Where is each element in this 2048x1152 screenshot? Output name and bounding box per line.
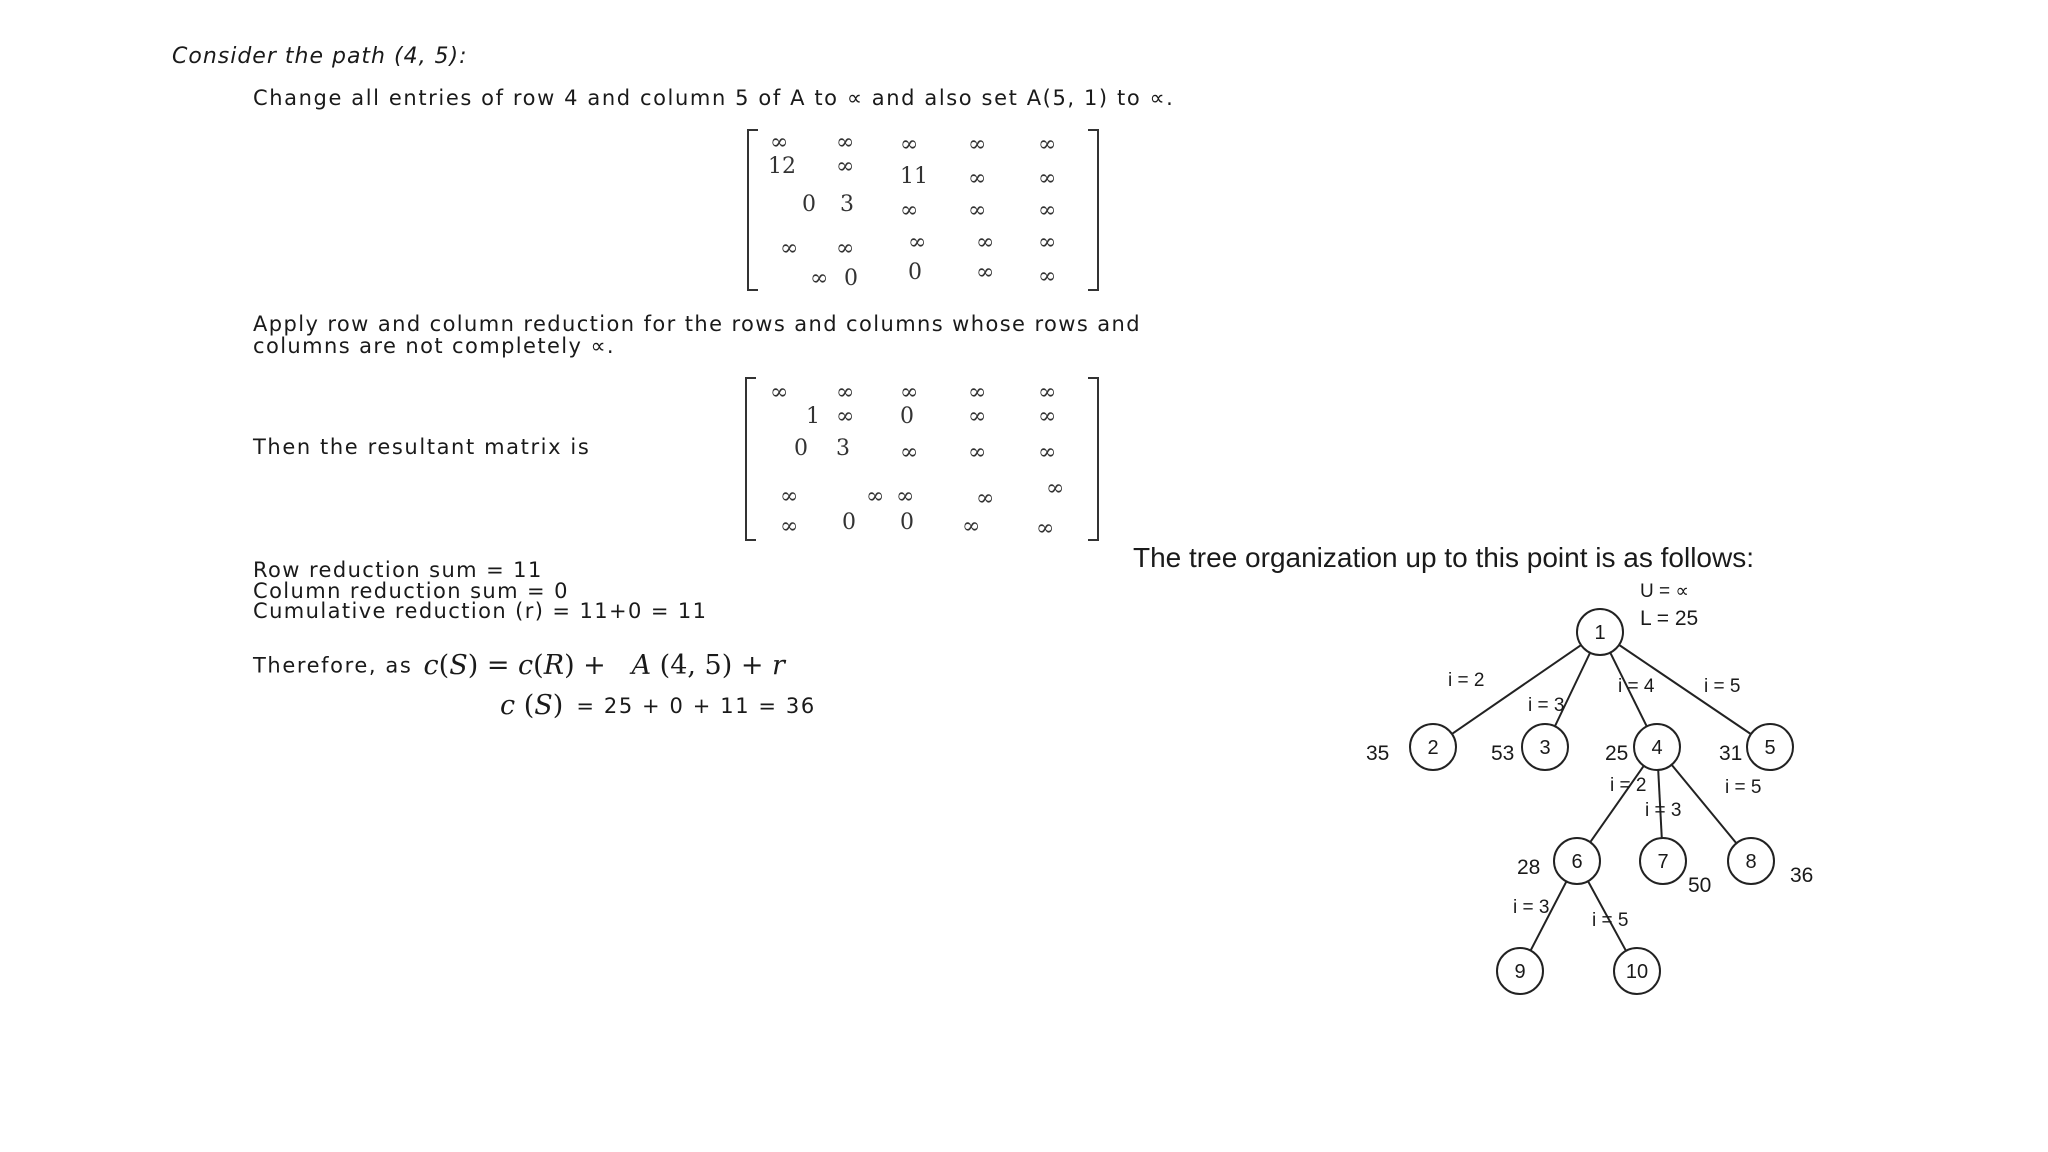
matrix-cell: ∞: [836, 236, 855, 261]
matrix-cell: 1: [806, 404, 820, 429]
matrix-cell: ∞: [1038, 404, 1057, 429]
edge-label: i = 5: [1725, 777, 1762, 798]
matrix-cell: ∞: [968, 198, 987, 223]
tree-node-5: [1747, 724, 1793, 770]
tree-node-4: [1634, 724, 1680, 770]
matrix-cell: ∞: [900, 380, 919, 405]
instruction-text: Change all entries of row 4 and column 5 of A to ∝ and also set A(5, 1) to ∝.: [253, 86, 1175, 110]
matrix-cell: ∞: [1038, 440, 1057, 465]
edge-label: i = 2: [1610, 775, 1647, 796]
tree-node-1: [1577, 609, 1623, 655]
matrix-cell: 0: [802, 192, 816, 217]
reduced-cost-matrix-a: [740, 126, 1110, 294]
section-heading: Consider the path (4, 5):: [172, 44, 468, 69]
tree-node-9: [1497, 948, 1543, 994]
cost-formula: [253, 650, 785, 690]
tree-node-3: [1522, 724, 1568, 770]
resultant-matrix: [740, 374, 1110, 544]
matrix-cell: 12: [768, 154, 796, 179]
tree-canvas: [1300, 580, 1860, 1010]
node-cost: 28: [1517, 856, 1541, 879]
matrix-cell: ∞: [968, 380, 987, 405]
node-label: 2: [1427, 737, 1439, 759]
node-label: 10: [1625, 961, 1649, 983]
matrix-cell: 0: [900, 404, 914, 429]
matrix-cell: ∞: [976, 230, 995, 255]
matrix-cell: ∞: [866, 484, 885, 509]
cumulative-reduction: Cumulative reduction (r) = 11+0 = 11: [253, 599, 708, 623]
formula-expression: c(S) = c(R) + A (4, 5) + r: [423, 650, 785, 681]
row-reduction-sum: Row reduction sum = 11: [253, 558, 543, 582]
matrix-cell: ∞: [908, 230, 927, 255]
node-label: 9: [1514, 961, 1526, 983]
matrix-cell: ∞: [810, 266, 829, 291]
matrix-cell: ∞: [836, 154, 855, 179]
node-label: 8: [1745, 851, 1757, 873]
column-reduction-sum: Column reduction sum = 0: [253, 579, 569, 603]
cost-result: [500, 690, 816, 730]
node-cost: 36: [1790, 864, 1814, 887]
node-label: 7: [1657, 851, 1669, 873]
matrix-cell: ∞: [968, 440, 987, 465]
matrix-cell: 3: [836, 436, 850, 461]
tree-node-8: [1728, 838, 1774, 884]
matrix-cell: ∞: [900, 440, 919, 465]
matrix-cell: ∞: [836, 130, 855, 155]
matrix-cell: ∞: [1038, 264, 1057, 289]
node-cost: 31: [1719, 742, 1743, 765]
matrix-cell: ∞: [1036, 516, 1055, 541]
root-lower-bound: L = 25: [1640, 607, 1699, 630]
edge-label: i = 5: [1704, 676, 1741, 697]
edge-label: i = 3: [1513, 897, 1550, 918]
matrix-cell: ∞: [1038, 380, 1057, 405]
matrix-cell: 11: [900, 164, 928, 189]
tree-node-2: [1410, 724, 1456, 770]
matrix-cell: ∞: [770, 130, 789, 155]
edge-label: i = 4: [1618, 676, 1655, 697]
matrix-cell: ∞: [976, 260, 995, 285]
matrix-cell: ∞: [836, 380, 855, 405]
node-cost: 25: [1605, 742, 1629, 765]
root-upper-bound: U = ∝: [1640, 581, 1689, 602]
matrix-cell: 0: [842, 510, 856, 535]
matrix-cell: ∞: [896, 484, 915, 509]
matrix-cell: ∞: [976, 486, 995, 511]
edge-label: i = 5: [1592, 910, 1629, 931]
matrix-cell: 0: [794, 436, 808, 461]
matrix-cell: ∞: [1038, 132, 1057, 157]
edge-label: i = 2: [1448, 670, 1485, 691]
reduction-text-line-2: columns are not completely ∝.: [253, 334, 615, 358]
matrix-cell: ∞: [1046, 476, 1065, 501]
resultant-label: Then the resultant matrix is: [253, 435, 591, 459]
matrix-cell: ∞: [962, 514, 981, 539]
tree-node-10: [1614, 948, 1660, 994]
matrix-cell: ∞: [1038, 166, 1057, 191]
matrix-cell: ∞: [968, 166, 987, 191]
matrix-cell: ∞: [968, 404, 987, 429]
matrix-cell: ∞: [780, 514, 799, 539]
node-label: 1: [1594, 622, 1606, 644]
tree-title: The tree organization up to this point is as follows:: [1133, 542, 1755, 573]
node-cost: 35: [1366, 742, 1390, 765]
matrix-cell: ∞: [968, 132, 987, 157]
cost-result-value: = 25 + 0 + 11 = 36: [576, 693, 816, 718]
matrix-cell: 0: [908, 260, 922, 285]
edge-label: i = 3: [1645, 800, 1682, 821]
reduction-text-line-1: Apply row and column reduction for the rows and columns whose rows and: [253, 312, 1141, 336]
node-cost: 53: [1491, 742, 1515, 765]
tree-node-7: [1640, 838, 1686, 884]
node-cost: 50: [1688, 874, 1712, 897]
tree-node-6: [1554, 838, 1600, 884]
matrix-cell: ∞: [900, 198, 919, 223]
matrix-cell: 0: [900, 510, 914, 535]
formula-prefix: Therefore, as: [253, 653, 413, 678]
matrix-cell: 0: [844, 266, 858, 291]
matrix-cell: ∞: [1038, 230, 1057, 255]
node-label: 3: [1539, 737, 1551, 759]
matrix-cell: 3: [840, 192, 854, 217]
matrix-cell: ∞: [780, 236, 799, 261]
matrix-cell: ∞: [770, 380, 789, 405]
cost-result-lhs: c (S): [500, 690, 564, 721]
state-space-tree: [1300, 580, 1860, 1010]
matrix-cell: ∞: [1038, 198, 1057, 223]
matrix-cell: ∞: [900, 132, 919, 157]
node-label: 4: [1651, 737, 1663, 759]
edge-label: i = 3: [1528, 695, 1565, 716]
matrix-cell: ∞: [836, 404, 855, 429]
node-label: 6: [1571, 851, 1583, 873]
node-label: 5: [1764, 737, 1776, 759]
matrix-cell: ∞: [780, 484, 799, 509]
